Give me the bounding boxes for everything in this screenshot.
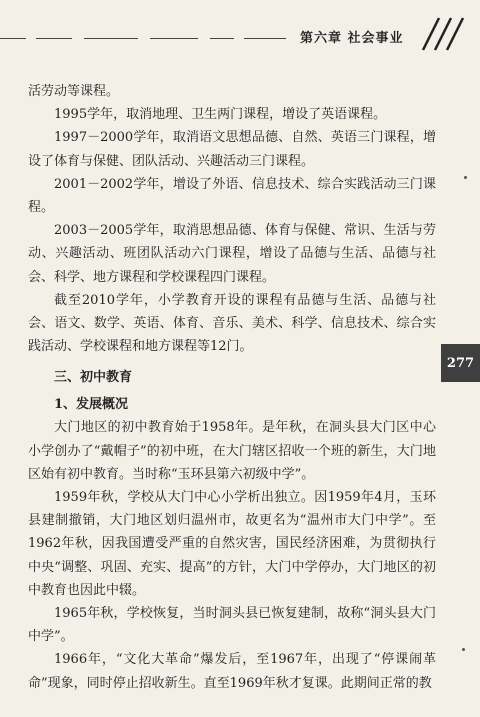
section-heading: 三、初中教育 <box>54 370 133 386</box>
header-rule-segment <box>244 38 286 39</box>
paragraph: 1965年秋，学校恢复，当时洞头县已恢复建制，故称“洞头县大门中学”。 <box>28 606 436 645</box>
margin-speck <box>462 648 465 651</box>
header-rule-segment <box>0 38 26 39</box>
margin-speck <box>464 176 467 179</box>
header-rule-segment <box>84 38 138 39</box>
page-number: 277 <box>446 355 475 371</box>
chapter-title: 第六章 社会事业 <box>300 31 404 46</box>
paragraph: 截至2010学年，小学教育开设的课程有品德与生活、品德与社会、语文、数学、英语、体育、音乐、美术、科学、信息技术、综合实践活动、学校课程和地方课程等12门。 <box>28 292 436 355</box>
header-rule-segment <box>210 38 234 39</box>
paragraph: 2003－2005学年，取消思想品德、体育与保健、常识、生活与劳动、兴趣活动、班团队活动六门课程，增设了品德与生活、品德与社会、科学、地方课程和学校课程四门课程。 <box>28 223 436 285</box>
paragraph: 1995学年，取消地理、卫生两门课程，增设了英语课程。 <box>54 107 387 123</box>
paragraph: 1997－2000学年，取消语文思想品德、自然、英语三门课程，增设了体育与保健、团队活动、兴趣活动三门课程。 <box>28 130 436 169</box>
paragraph: 1959年秋，学校从大门中心小学析出独立。因1959年4月，玉环县建制撤销，大门地区划归温州市，故更名为“温州市大门中学”。至1962年秋，因我国遭受严重的自然灾害，国民经济困难，为贯彻执行中央“调整、巩固、充实、提高”的方针，大门中学停办，大门地区的初中教育也因此中辍。 <box>28 490 436 598</box>
body-text <box>28 80 436 695</box>
paragraph: 2001－2002学年，增设了外语、信息技术、综合实践活动三门课程。 <box>28 176 436 216</box>
paragraph: 1966年，“文化大革命”爆发后，至1967年，出现了“停课闹革命”现象，同时停止招收新生。直至1969年秋才复课。此期间正常的教 <box>28 652 436 691</box>
header-rule-segment <box>36 38 72 39</box>
paragraph: 活劳动等课程。 <box>28 84 120 99</box>
page-number-tab <box>441 344 480 382</box>
running-header <box>0 0 480 62</box>
header-rule-segment <box>150 38 198 39</box>
header-slash-ornament <box>405 14 469 54</box>
paragraph: 大门地区的初中教育始于1958年。是年秋，在洞头县大门区中心小学创办了“戴帽子”的初中班，在大门辖区招收一个班的新生，大门地区始有初中教育。当时称“玉环县第六初级中学”。 <box>28 420 436 482</box>
subsection-heading: 1、发展概况 <box>54 397 129 413</box>
